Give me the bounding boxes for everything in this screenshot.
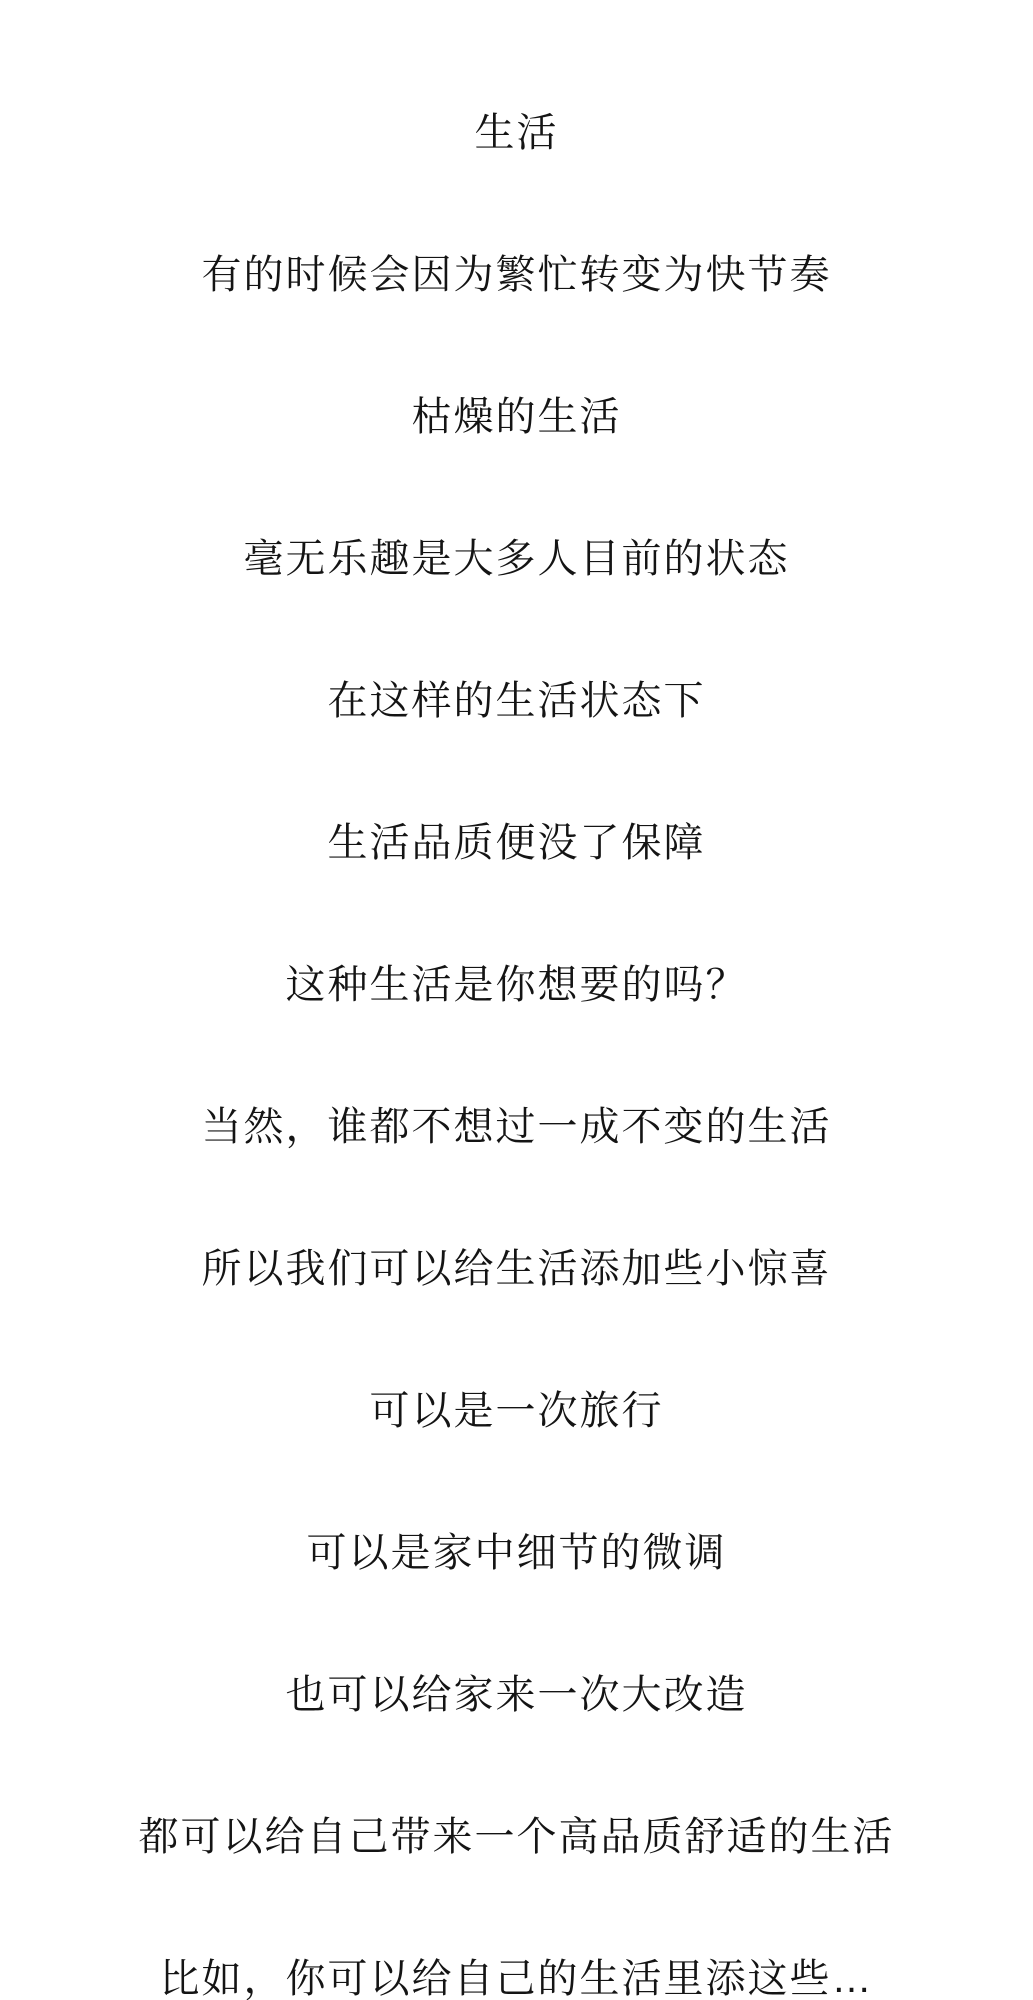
poem-line-8: 当然，谁都不想过一成不变的生活 [201,1105,832,1149]
poem-line-10: 可以是一次旅行 [369,1389,664,1433]
poem-line-1: 生活 [474,111,559,155]
poem-line-11: 可以是家中细节的微调 [306,1531,727,1575]
poem-line-13: 都可以给自己带来一个高品质舒适的生活 [138,1815,895,1859]
poem-line-6: 生活品质便没了保障 [327,821,706,865]
poem-line-12: 也可以给家来一次大改造 [285,1673,748,1717]
poem-line-2: 有的时候会因为繁忙转变为快节奏 [201,253,832,297]
poem-line-5: 在这样的生活状态下 [327,679,706,723]
poem-line-9: 所以我们可以给生活添加些小惊喜 [201,1247,832,1291]
poem-line-3: 枯燥的生活 [411,395,622,439]
poem-line-4: 毫无乐趣是大多人目前的状态 [243,537,790,581]
poem-line-7: 这种生活是你想要的吗？ [285,963,748,1007]
poem-line-14: 比如，你可以给自己的生活里添这些… [159,1957,874,2000]
